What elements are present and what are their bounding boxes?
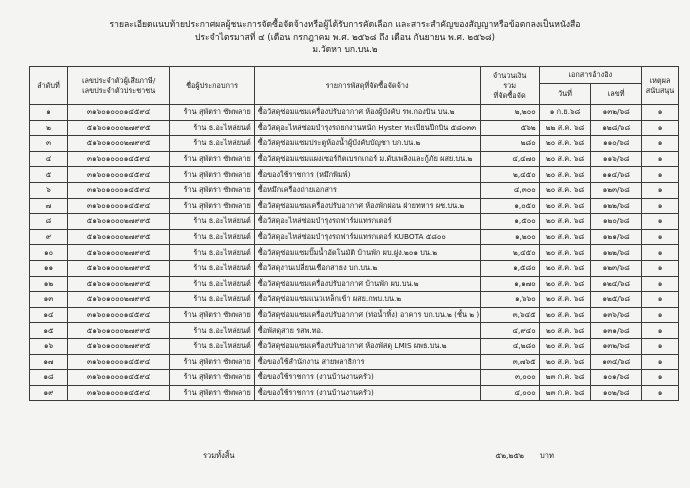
row-date: ๒๐ ส.ค. ๖๘ xyxy=(539,276,591,292)
table-row xyxy=(30,354,679,370)
row-no: ๙ xyxy=(30,229,68,245)
row-date: ๒๐ ส.ค. ๖๘ xyxy=(539,307,591,323)
row-vendor: ร้าน ธ.อะไหล่ยนต์ xyxy=(170,120,254,136)
row-taxid: ๓๑๖๐๑๐๐๐๑๔๕๙๔ xyxy=(67,151,169,167)
row-date: ๒๐ ส.ค. ๖๘ xyxy=(539,151,591,167)
header-ref: เอกสารอ้างอิง xyxy=(539,67,641,84)
row-amount: ๑,๐๕๐ xyxy=(480,198,539,214)
row-amount: ๑,๖๖๐ xyxy=(480,292,539,308)
row-date: ๒๐ ส.ค. ๖๘ xyxy=(539,214,591,230)
row-date: ๒๐ ส.ค. ๖๘ xyxy=(539,182,591,198)
row-item: ซื้อวัสดุงานเปลี่ยนเชือกสาธง บก.บน.๒ xyxy=(254,260,480,276)
row-no: ๑๔ xyxy=(30,307,68,323)
row-no: ๗ xyxy=(30,198,68,214)
row-vendor: ร้าน สุพัตรา ซัพพลาย xyxy=(170,354,254,370)
row-docno: ๑๑๖/๖๘ xyxy=(591,151,642,167)
row-docno: ๑๒๕/๖๘ xyxy=(591,292,642,308)
header-amount: จำนวนเงิน รวม ที่จัดซื้อจัด xyxy=(480,67,539,105)
row-vendor: ร้าน ธ.อะไหล่ยนต์ xyxy=(170,136,254,152)
total-amount: ๕๒,๒๕๒ xyxy=(495,451,524,460)
table-row xyxy=(30,260,679,276)
row-amount: ๔,๐๐๐ xyxy=(480,385,539,401)
row-vendor: ร้าน ธ.อะไหล่ยนต์ xyxy=(170,323,254,339)
doc-title-line3: ม.วัดหา บก.บน.๒ xyxy=(312,45,378,55)
row-amount: ๒,๔๕๐ xyxy=(480,245,539,261)
row-vendor: ร้าน สุพัตรา ซัพพลาย xyxy=(170,151,254,167)
row-item: ซื้อวัสดุซ่อมแซมปั๊มน้ำอัตโนมัติ บ้านพัก ผบ.ฝูง.๒๐๑ บน.๒ xyxy=(254,245,480,261)
row-docno: ๑๒๒/๖๘ xyxy=(591,198,642,214)
row-docno: ๑๒๐/๖๘ xyxy=(591,214,642,230)
row-no: ๒ xyxy=(30,120,68,136)
row-note: ๑ xyxy=(642,354,679,370)
row-amount: ๔,๓๐๐ xyxy=(480,182,539,198)
row-taxid: ๓๑๖๐๑๐๐๐๑๔๕๙๔ xyxy=(67,182,169,198)
row-vendor: ร้าน ธ.อะไหล่ยนต์ xyxy=(170,260,254,276)
row-docno: ๑๐๒/๖๘ xyxy=(591,385,642,401)
header-no: ลำดับที่ xyxy=(30,67,68,105)
row-note: ๑ xyxy=(642,105,679,121)
row-docno: ๑๓๖/๖๘ xyxy=(591,307,642,323)
row-vendor: ร้าน สุพัตรา ซัพพลาย xyxy=(170,385,254,401)
row-amount: ๓,๐๐๐ xyxy=(480,370,539,386)
row-no: ๓ xyxy=(30,136,68,152)
table-row xyxy=(30,229,679,245)
table-row xyxy=(30,323,679,339)
row-date: ๒๐ ส.ค. ๖๘ xyxy=(539,338,591,354)
row-docno: ๑๒๑/๖๘ xyxy=(591,229,642,245)
row-taxid: ๕๑๖๐๑๐๐๐๒๗๙๙๕ xyxy=(67,120,169,136)
row-taxid: ๕๑๖๐๑๐๐๐๒๗๙๙๕ xyxy=(67,292,169,308)
row-no: ๑๖ xyxy=(30,338,68,354)
row-date: ๒๓ ก.ค. ๖๘ xyxy=(539,370,591,386)
row-date: ๒๐ ส.ค. ๖๘ xyxy=(539,167,591,183)
row-taxid: ๓๑๖๐๑๐๐๐๑๔๕๙๔ xyxy=(67,370,169,386)
total-unit: บาท xyxy=(540,451,554,460)
row-taxid: ๕๑๖๐๑๐๐๐๒๗๙๙๕ xyxy=(67,229,169,245)
row-note: ๑ xyxy=(642,229,679,245)
row-date: ๒๓ ก.ค. ๖๘ xyxy=(539,385,591,401)
row-item: ซื้อของใช้ราชการ (หมึกพิมพ์) xyxy=(254,167,480,183)
row-taxid: ๕๑๖๐๑๐๐๐๒๗๙๙๕ xyxy=(67,338,169,354)
row-taxid: ๕๑๖๐๑๐๐๐๒๗๙๙๕ xyxy=(67,245,169,261)
row-item: ซื้อวัสดุซ่อมแซมแนวเหล็กเข้า ผสย.กพบ.บน.๒ xyxy=(254,292,480,308)
row-date: ๒๐ ส.ค. ๖๘ xyxy=(539,323,591,339)
row-taxid: ๕๑๖๐๑๐๐๐๒๗๙๙๕ xyxy=(67,136,169,152)
row-no: ๑๗ xyxy=(30,354,68,370)
row-note: ๑ xyxy=(642,167,679,183)
row-vendor: ร้าน สุพัตรา ซัพพลาย xyxy=(170,167,254,183)
row-date: ๒๐ ส.ค. ๖๘ xyxy=(539,198,591,214)
row-no: ๑๒ xyxy=(30,276,68,292)
row-date: ๒๐ ส.ค. ๖๘ xyxy=(539,245,591,261)
table-row xyxy=(30,338,679,354)
row-amount: ๒,๒๐๐ xyxy=(480,105,539,121)
header-note: เหตุผล สนับสนุน xyxy=(642,67,679,105)
header-taxid: เลขประจำตัวผู้เสียภาษี/ เลขประจำตัวประชาชน xyxy=(67,67,169,105)
row-amount: ๑,๕๘๐ xyxy=(480,260,539,276)
header-item: รายการพัสดุที่จัดซื้อจัดจ้าง xyxy=(254,67,480,105)
row-docno: ๑๓๒/๖๘ xyxy=(591,338,642,354)
row-item: ซื้อวัสดุซ่อมแซมเครื่องปรับอากาศ ห้องผู้บังคับ รพ.กองบิน บน.๒ xyxy=(254,105,480,121)
table-row xyxy=(30,245,679,261)
row-no: ๑๑ xyxy=(30,260,68,276)
row-no: ๑๐ xyxy=(30,245,68,261)
row-vendor: ร้าน ธ.อะไหล่ยนต์ xyxy=(170,245,254,261)
row-no: ๖ xyxy=(30,182,68,198)
row-vendor: ร้าน ธ.อะไหล่ยนต์ xyxy=(170,214,254,230)
row-amount: ๓,๗๖๕ xyxy=(480,354,539,370)
row-note: ๑ xyxy=(642,292,679,308)
doc-title-line1: รายละเอียดแนบท้ายประกาศผลผู้ชนะการจัดซื้อจัดจ้างหรือผู้ได้รับการคัดเลือก และสาระสำคัญของสัญญาหรือข้อตกลงเป็นหนังสือ xyxy=(109,20,581,30)
row-item: ซื้อวัสดุซ่อมแซมแผงเซอร์กิตเบรกเกอร์ ม.ดับเพลิงและกู้ภัย ผสย.บน.๒ xyxy=(254,151,480,167)
row-date: ๒๒ ส.ค. ๖๘ xyxy=(539,120,591,136)
row-vendor: ร้าน ธ.อะไหล่ยนต์ xyxy=(170,276,254,292)
row-vendor: ร้าน สุพัตรา ซัพพลาย xyxy=(170,198,254,214)
row-no: ๑ xyxy=(30,105,68,121)
row-item: ซื้อวัสดุอะไหล่ซ่อมบำรุงรถยกงานหนัก Hyster ทะเบียนปีกบิน ๕๘๐๓๓ xyxy=(254,120,480,136)
row-docno: ๑๒๒/๖๘ xyxy=(591,245,642,261)
row-item: ซื้อวัสดุซ่อมแซมเครื่องปรับอากาศ ห้องพัสดุ LMIS ผพธ.บน.๒ xyxy=(254,338,480,354)
row-note: ๑ xyxy=(642,245,679,261)
row-amount: ๑,๒๐๐ xyxy=(480,229,539,245)
row-item: ซื้อวัสดุซ่อมแซมเครื่องปรับอากาศ ห้องพักผ่อน ฝ่ายทหาร ผช.บน.๒ xyxy=(254,198,480,214)
row-taxid: ๓๑๖๐๑๐๐๐๑๔๕๙๔ xyxy=(67,354,169,370)
row-note: ๑ xyxy=(642,338,679,354)
row-taxid: ๕๑๖๐๑๐๐๐๒๗๙๙๕ xyxy=(67,214,169,230)
row-date: ๒๐ ส.ค. ๖๘ xyxy=(539,292,591,308)
row-taxid: ๓๑๖๐๑๐๐๐๑๔๕๙๔ xyxy=(67,105,169,121)
row-item: ซื้อพัสดุสาย รสพ.ทอ. xyxy=(254,323,480,339)
row-item: ซื้อของใช้สำนักงาน สายพลาธิการ xyxy=(254,354,480,370)
row-no: ๑๙ xyxy=(30,385,68,401)
row-vendor: ร้าน สุพัตรา ซัพพลาย xyxy=(170,182,254,198)
row-vendor: ร้าน สุพัตรา ซัพพลาย xyxy=(170,307,254,323)
row-amount: ๔,๔๗๐ xyxy=(480,151,539,167)
row-taxid: ๕๑๖๐๑๐๐๐๒๗๙๙๕ xyxy=(67,260,169,276)
row-docno: ๑๒๓/๖๘ xyxy=(591,182,642,198)
row-taxid: ๓๑๖๐๑๐๐๐๑๔๕๙๔ xyxy=(67,307,169,323)
procurement-table xyxy=(29,66,679,401)
row-item: ซื้อวัสดุอะไหล่ซ่อมบำรุงรถฟาร์มแทรกเตอร์ KUBOTA ๕๘๐๐ xyxy=(254,229,480,245)
header-vendor: ชื่อผู้ประกอบการ xyxy=(170,67,254,105)
row-date: ๒๐ ส.ค. ๖๘ xyxy=(539,260,591,276)
table-row xyxy=(30,182,679,198)
table-row xyxy=(30,105,679,121)
row-amount: ๒๘๐ xyxy=(480,136,539,152)
row-docno: ๑๑๔/๖๘ xyxy=(591,167,642,183)
row-amount: ๑,๕๐๐ xyxy=(480,214,539,230)
row-amount: ๔,๙๔๐ xyxy=(480,323,539,339)
row-amount: ๕๖๒ xyxy=(480,120,539,136)
row-note: ๑ xyxy=(642,214,679,230)
row-amount: ๓,๖๔๕ xyxy=(480,307,539,323)
row-docno: ๑๒๔/๖๘ xyxy=(591,276,642,292)
row-taxid: ๕๑๖๐๑๐๐๐๒๗๙๙๕ xyxy=(67,276,169,292)
row-no: ๔ xyxy=(30,151,68,167)
table-row xyxy=(30,385,679,401)
doc-title-line2: ประจำไตรมาสที่ ๔ (เดือน กรกฎาคม พ.ศ. ๒๕๖๘ ถึง เดือน กันยายน พ.ศ. ๒๕๖๘) xyxy=(194,33,496,43)
row-no: ๘ xyxy=(30,214,68,230)
table-row xyxy=(30,151,679,167)
row-date: ๑ ก.ย.๖๘ xyxy=(539,105,591,121)
row-docno: ๑๓๒/๖๘ xyxy=(591,105,642,121)
row-docno: ๑๒๘/๖๘ xyxy=(591,120,642,136)
row-date: ๒๐ ส.ค. ๖๘ xyxy=(539,136,591,152)
row-item: ซื้อหมึกเครื่องถ่ายเอกสาร xyxy=(254,182,480,198)
row-note: ๑ xyxy=(642,151,679,167)
row-docno: ๑๐๑/๖๘ xyxy=(591,370,642,386)
row-docno: ๑๒๓/๖๘ xyxy=(591,260,642,276)
row-no: ๑๘ xyxy=(30,370,68,386)
row-note: ๑ xyxy=(642,198,679,214)
row-taxid: ๓๑๖๐๑๐๐๐๑๔๕๙๔ xyxy=(67,167,169,183)
table-row xyxy=(30,214,679,230)
row-taxid: ๓๑๖๐๑๐๐๐๑๔๕๙๔ xyxy=(67,385,169,401)
row-vendor: ร้าน สุพัตรา ซัพพลาย xyxy=(170,370,254,386)
row-item: ซื้อของใช้ราชการ (งานบ้านงานครัว) xyxy=(254,385,480,401)
total-label: รวมทั้งสิ้น xyxy=(203,451,235,460)
row-item: ซื้อวัสดุอะไหล่ซ่อมบำรุงรถฟาร์มแทรกเตอร์ xyxy=(254,214,480,230)
row-amount: ๒,๔๕๐ xyxy=(480,167,539,183)
table-row xyxy=(30,292,679,308)
row-docno: ๑๓๑/๖๘ xyxy=(591,323,642,339)
row-docno: ๑๓๔/๖๘ xyxy=(591,354,642,370)
row-note: ๑ xyxy=(642,260,679,276)
row-amount: ๔,๒๘๐ xyxy=(480,338,539,354)
row-taxid: ๕๑๖๐๑๐๐๐๒๗๙๙๕ xyxy=(67,323,169,339)
row-amount: ๑,๑๗๐ xyxy=(480,276,539,292)
row-item: ซื้อของใช้ราชการ (งานบ้านงานครัว) xyxy=(254,370,480,386)
row-no: ๕ xyxy=(30,167,68,183)
table-row xyxy=(30,136,679,152)
row-note: ๑ xyxy=(642,276,679,292)
row-date: ๒๐ ส.ค. ๖๘ xyxy=(539,229,591,245)
table-row xyxy=(30,198,679,214)
table-row xyxy=(30,167,679,183)
row-vendor: ร้าน สุพัตรา ซัพพลาย xyxy=(170,105,254,121)
row-item: ซื้อวัสดุซ่อมแซมประตูห้องน้ำผู้บังคับบัญชา บก.บน.๒ xyxy=(254,136,480,152)
table-row xyxy=(30,120,679,136)
row-no: ๑๓ xyxy=(30,292,68,308)
row-note: ๑ xyxy=(642,370,679,386)
row-note: ๑ xyxy=(642,136,679,152)
header-docno: เลขที่ xyxy=(591,84,642,105)
table-row xyxy=(30,276,679,292)
row-vendor: ร้าน ธ.อะไหล่ยนต์ xyxy=(170,338,254,354)
table-row xyxy=(30,307,679,323)
row-docno: ๑๑๐/๖๘ xyxy=(591,136,642,152)
row-no: ๑๕ xyxy=(30,323,68,339)
row-note: ๑ xyxy=(642,385,679,401)
row-note: ๑ xyxy=(642,323,679,339)
row-note: ๑ xyxy=(642,182,679,198)
row-item: ซื้อวัสดุซ่อมแซมเครื่องปรับอากาศ (ท่อน้ำทิ้ง) อาคาร บก.บน.๒ (ชั้น ๒ ) xyxy=(254,307,480,323)
row-vendor: ร้าน ธ.อะไหล่ยนต์ xyxy=(170,229,254,245)
row-taxid: ๓๑๖๐๑๐๐๐๑๔๕๙๔ xyxy=(67,198,169,214)
row-note: ๑ xyxy=(642,307,679,323)
row-note: ๑ xyxy=(642,120,679,136)
row-date: ๒๐ ส.ค. ๖๘ xyxy=(539,354,591,370)
row-item: ซื้อวัสดุซ่อมแซมเครื่องปรับอากาศ บ้านพัก ผบ.บน.๒ xyxy=(254,276,480,292)
table-row xyxy=(30,370,679,386)
header-date: วันที่ xyxy=(539,84,591,105)
row-vendor: ร้าน ธ.อะไหล่ยนต์ xyxy=(170,292,254,308)
